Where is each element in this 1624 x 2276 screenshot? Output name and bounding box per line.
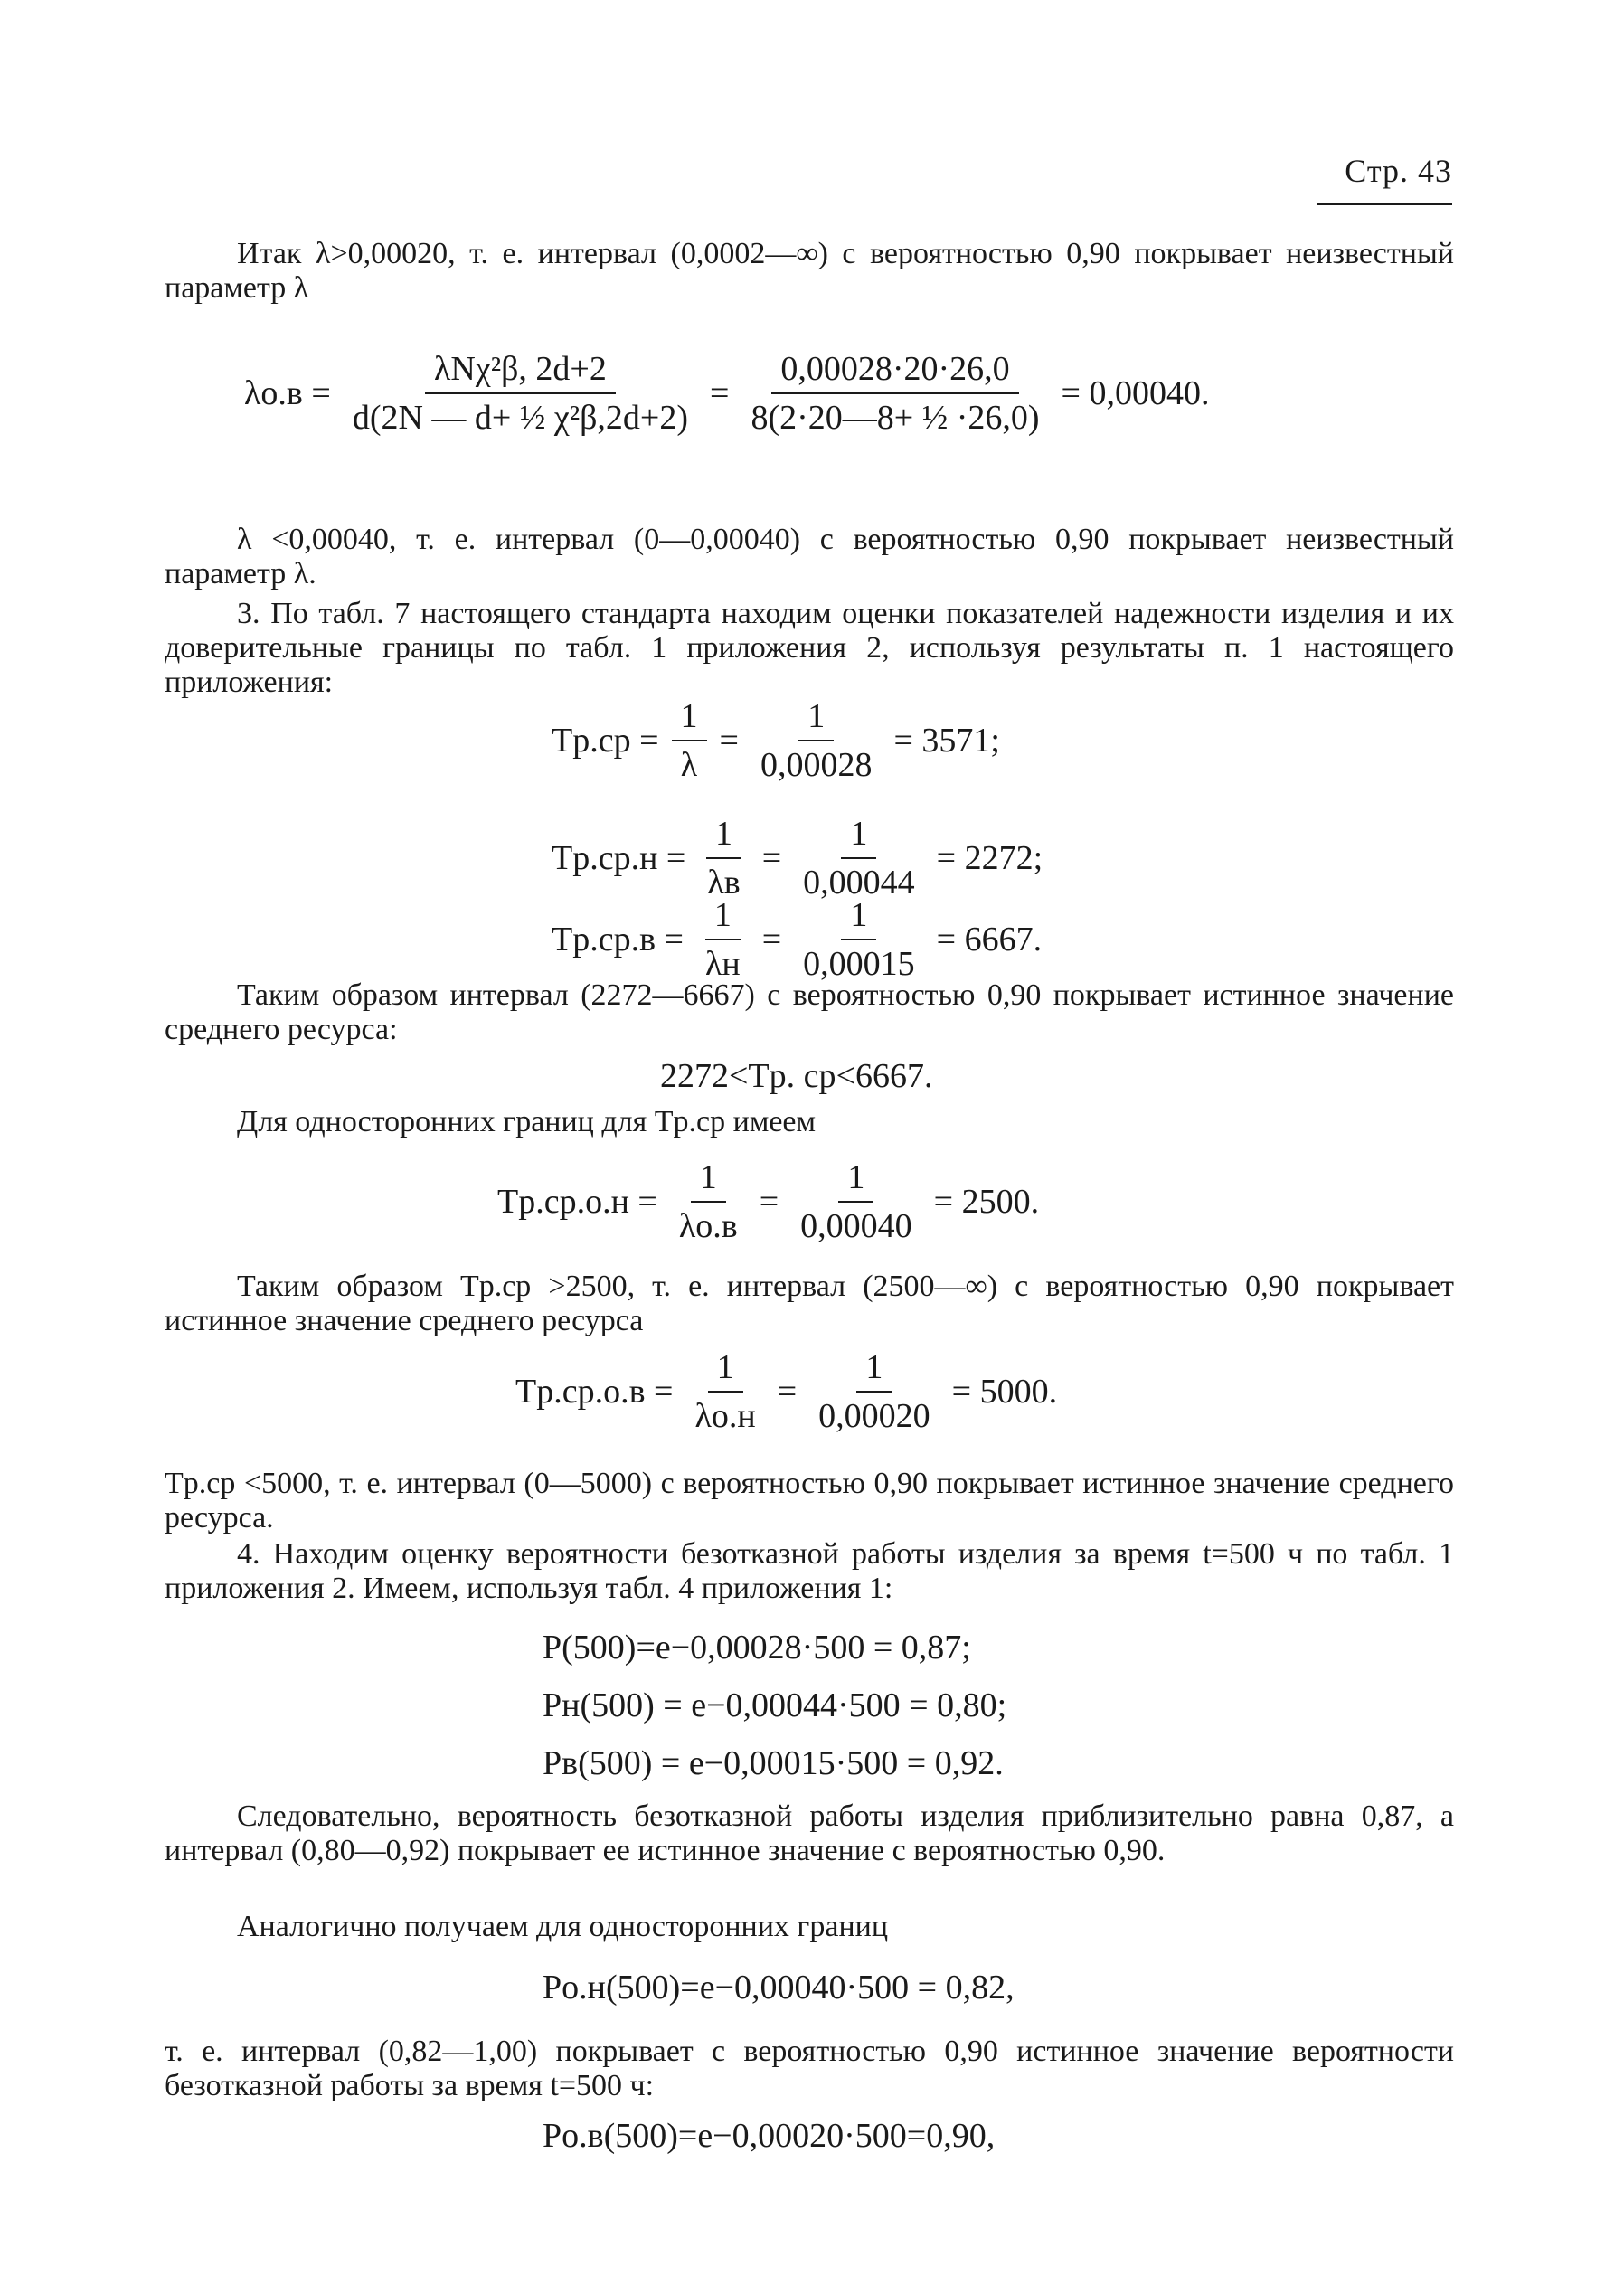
page-number: Стр. 43 [1317, 152, 1452, 205]
equation-p500: P(500)=e−0,00028·500 = 0,87; [543, 1629, 971, 1667]
equation-t-rsrn: Tр.ср.н = $\frac{1}{\lambda в}$ = $\frac{1}{0,00044}$ = 2272; [552, 815, 1043, 902]
paragraph-upper-resource: Tр.ср <5000, т. е. интервал (0—5000) с вероятностью 0,90 покрывает истинное значение среднего ресурса. [165, 1467, 1454, 1535]
equation-pv500: Pв(500) = e−0,00015·500 = 0,92. [543, 1744, 1004, 1782]
paragraph-analogous: Аналогично получаем для односторонних границ [237, 1910, 889, 1943]
eq-lhs: λо.в = [244, 374, 331, 412]
equation-lambda-ov: λо.в = $\frac{\text{λNχ²β, 2d+2}}{\text{d(2N — d+ ½ χ²β,2d+2)}}$ = $\frac{0,00028\cdot 20\cdot 26,0}{\text{8(2·20—8+ ½ ·26,0)}}$ = 0,00040. [244, 350, 1210, 437]
paragraph-section-4: 4. Находим оценку вероятности безотказной работы изделия за время t=500 ч по табл. 1 приложения 2. Имеем, используя табл. 4 приложения 1: [165, 1537, 1454, 1605]
eq-fraction: $\frac{\text{λNχ²β, 2d+2}}{\text{d(2N — d+ ½ χ²β,2d+2)}}$ [352, 350, 689, 437]
equation-inequality: 2272<Tр. ср<6667. [660, 1057, 933, 1095]
paragraph-lower-resource: Таким образом Tр.ср >2500, т. е. интервал (2500—∞) с вероятностью 0,90 покрывает истинное значение среднего ресурса [165, 1270, 1454, 1337]
equation-pon500: Pо.н(500)=e−0,00040·500 = 0,82, [543, 1969, 1015, 2007]
paragraph-lower-bound: Итак λ>0,00020, т. е. интервал (0,0002—∞) с вероятностью 0,90 покрывает неизвестный параметр λ [165, 237, 1454, 305]
paragraph-one-sided: Для односторонних границ для Tр.ср имеем [237, 1105, 817, 1138]
paragraph-interval: Таким образом интервал (2272—6667) с вероятностью 0,90 покрывает истинное значение среднего ресурса: [165, 978, 1454, 1046]
paragraph-upper-bound: λ <0,00040, т. е. интервал (0—0,00040) с вероятностью 0,90 покрывает неизвестный параметр λ. [165, 523, 1454, 590]
equation-t-rsrov: Tр.ср.о.в = $\frac{1}{\lambda о.н}$ = $\frac{1}{0,00020}$ = 5000. [515, 1348, 1058, 1435]
paragraph-final-interval: т. е. интервал (0,82—1,00) покрывает с вероятностью 0,90 истинное значение вероятности безотказной работы за время t=500 ч: [165, 2035, 1454, 2102]
eq-result: = 0,00040. [1061, 374, 1210, 412]
equation-t-rsr: Tр.ср = $\frac{1}{\lambda}$ = $\frac{1}{0,00028}$ = 3571; [552, 697, 1000, 784]
equation-pov500: Pо.в(500)=e−0,00020·500=0,90, [543, 2117, 996, 2155]
equation-pn500: Pн(500) = e−0,00044·500 = 0,80; [543, 1686, 1007, 1724]
paragraph-section-3: 3. По табл. 7 настоящего стандарта находим оценки показателей надежности изделия и их доверительные границы по табл. 1 приложения 2, используя результаты п. 1 настоящего приложения: [165, 597, 1454, 699]
equation-t-rsrv: Tр.ср.в = $\frac{1}{\lambda н}$ = $\frac{1}{0,00015}$ = 6667. [552, 896, 1043, 983]
paragraph-conclusion: Следовательно, вероятность безотказной работы изделия приблизительно равна 0,87, а интервал (0,80—0,92) покрывает ее истинное значение с вероятностью 0,90. [165, 1799, 1454, 1867]
eq-fraction: $\frac{0,00028\cdot 20\cdot 26,0}{\text{8(2·20—8+ ½ ·26,0)}}$ [751, 350, 1040, 437]
equation-t-rsron: Tр.ср.о.н = $\frac{1}{\lambda о.в}$ = $\frac{1}{0,00040}$ = 2500. [497, 1158, 1040, 1245]
